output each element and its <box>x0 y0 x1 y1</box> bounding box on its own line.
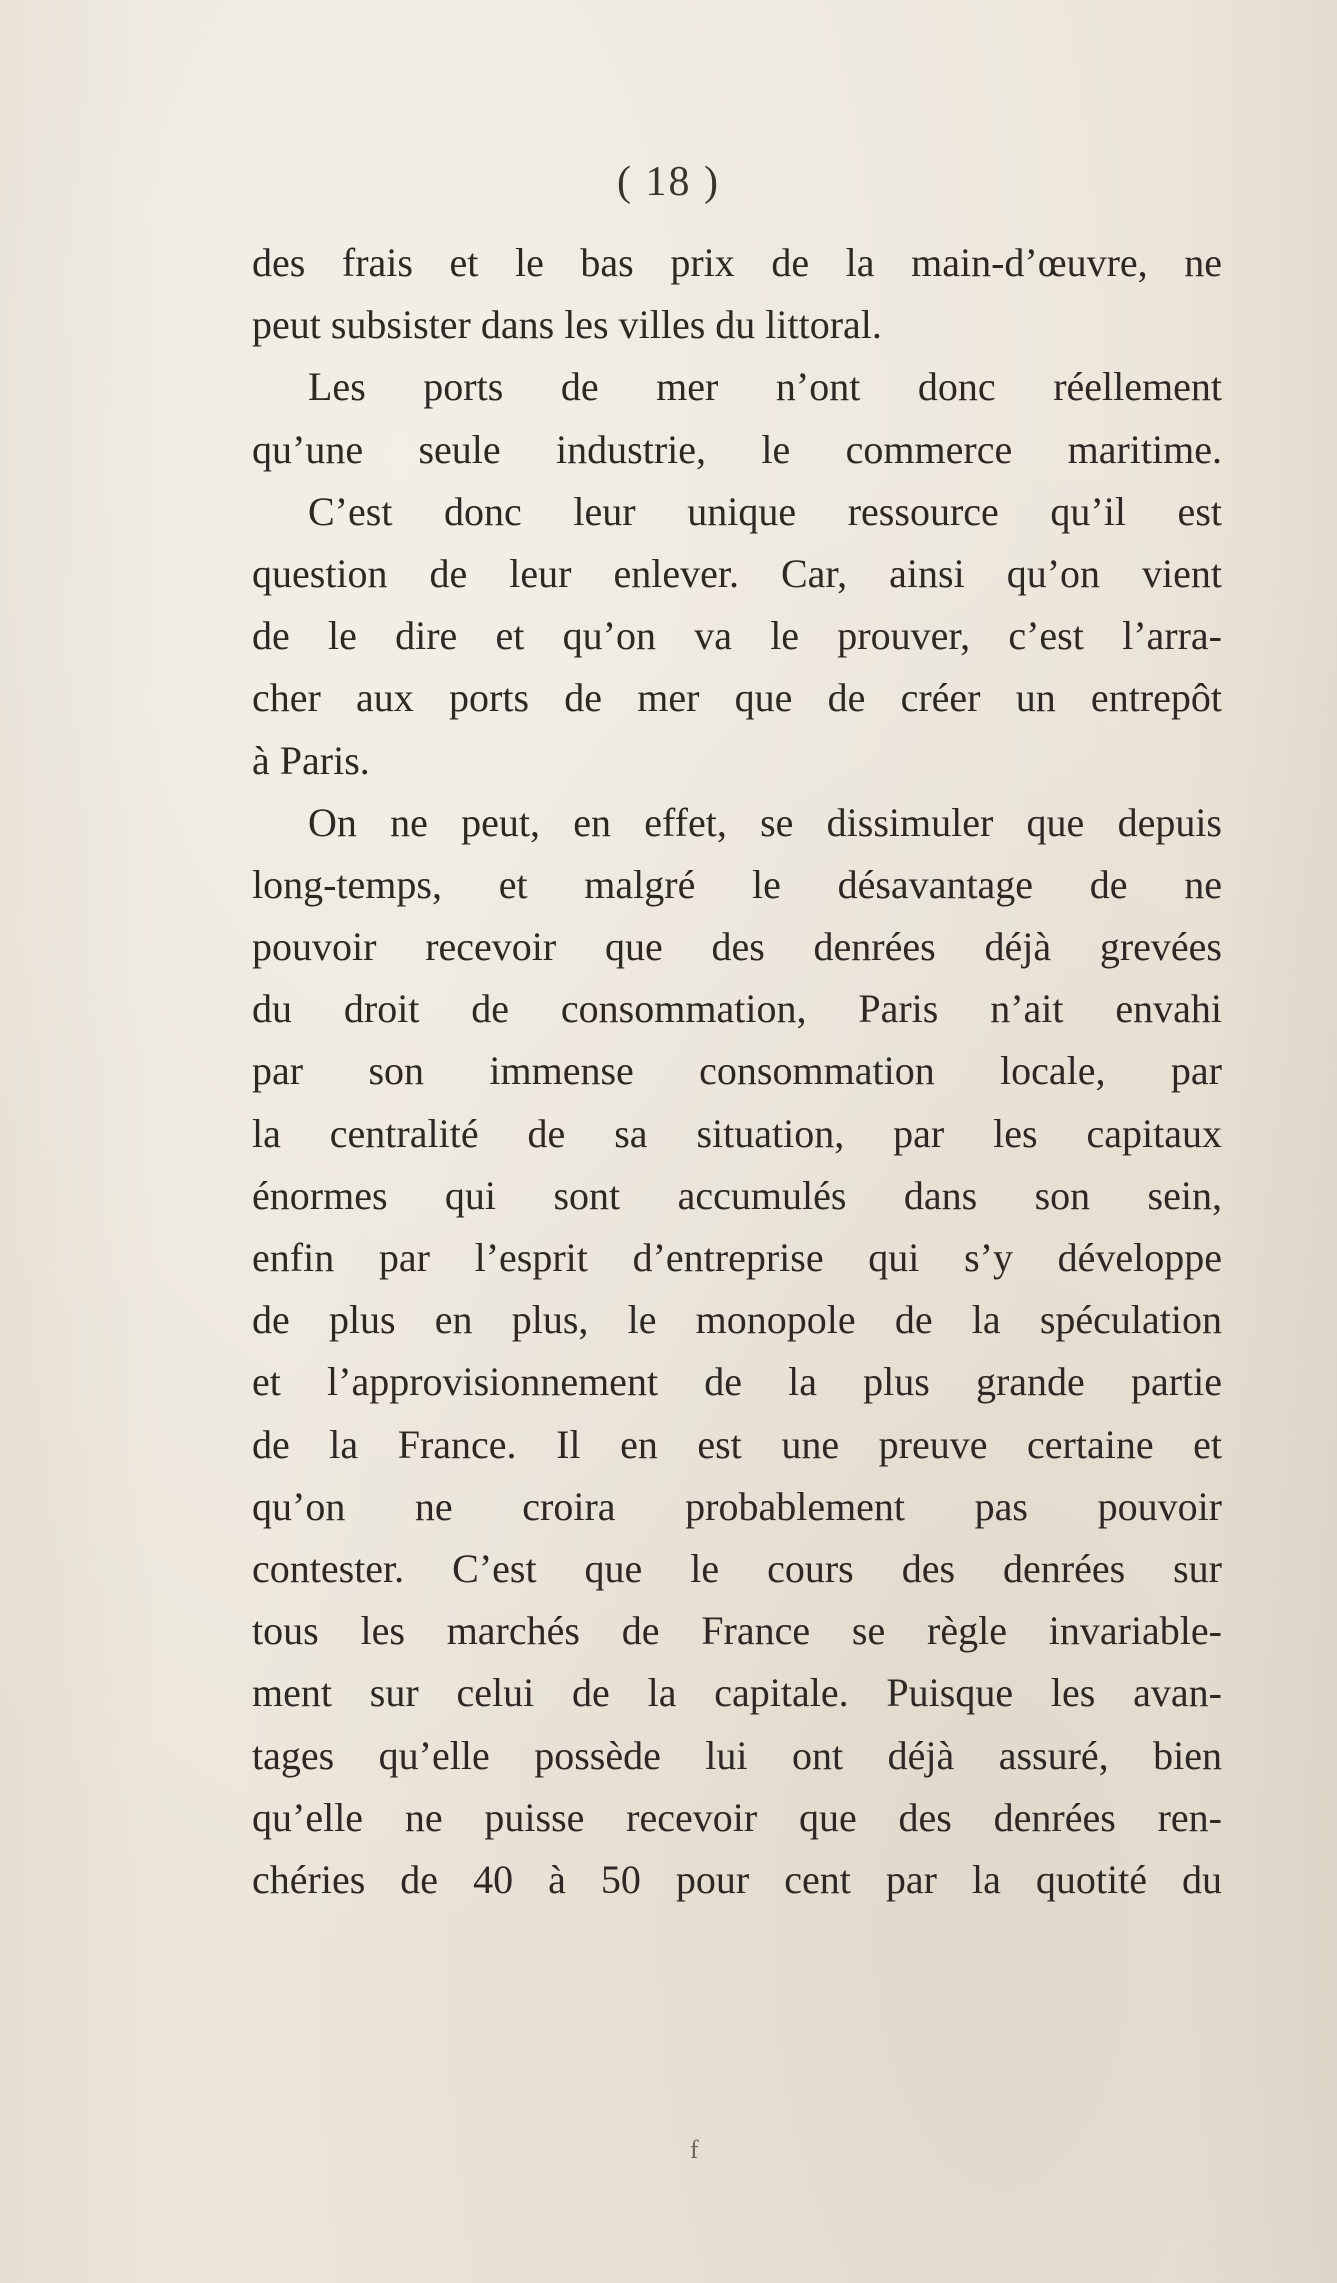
text-line: cher aux ports de mer que de créer un entrepôt <box>252 675 1222 721</box>
text-line: pouvoir recevoir que des denrées déjà grevées <box>252 924 1222 970</box>
text-line: du droit de consommation, Paris n’ait envahi <box>252 986 1222 1032</box>
text-line: énormes qui sont accumulés dans son sein, <box>252 1172 1222 1218</box>
text-line: qu’on ne croira probablement pas pouvoir <box>252 1483 1222 1529</box>
body-text <box>252 232 1222 1911</box>
text-line: peut subsister dans les villes du littoral. <box>252 302 882 348</box>
text-line: long-temps, et malgré le désavantage de ne <box>252 861 1222 907</box>
text-line: qu’elle ne puisse recevoir que des denrées ren- <box>252 1794 1222 1840</box>
text-line: par son immense consommation locale, par <box>252 1048 1222 1094</box>
text-line: de la France. Il en est une preuve certaine et <box>252 1421 1222 1467</box>
text-line: ment sur celui de la capitale. Puisque les avan- <box>252 1670 1222 1716</box>
text-line: des frais et le bas prix de la main-d’œuvre, ne <box>252 240 1222 285</box>
stray-mark: f <box>690 2135 699 2164</box>
text-line: Les ports de mer n’ont donc réellement <box>308 364 1222 410</box>
text-line: tous les marchés de France se règle invariable- <box>252 1608 1222 1654</box>
text-line: de le dire et qu’on va le prouver, c’est l’arra- <box>252 613 1222 659</box>
text-line: à Paris. <box>252 737 370 783</box>
text-line: enfin par l’esprit d’entreprise qui s’y développe <box>252 1235 1222 1280</box>
text-line: question de leur enlever. Car, ainsi qu’on vient <box>252 550 1222 596</box>
text-line: C’est donc leur unique ressource qu’il est <box>308 488 1222 534</box>
text-line: tages qu’elle possède lui ont déjà assuré, bien <box>252 1732 1222 1778</box>
text-line: qu’une seule industrie, le commerce maritime. <box>252 426 1222 472</box>
text-line: contester. C’est que le cours des denrées sur <box>252 1545 1222 1591</box>
text-line: de plus en plus, le monopole de la spéculation <box>252 1297 1222 1343</box>
page-number: ( 18 ) <box>617 159 720 205</box>
text-line: On ne peut, en effet, se dissimuler que depuis <box>308 799 1222 845</box>
text-line: la centralité de sa situation, par les capitaux <box>252 1110 1222 1156</box>
text-line: chéries de 40 à 50 pour cent par la quotité du <box>252 1856 1222 1902</box>
text-line: et l’approvisionnement de la plus grande partie <box>252 1359 1222 1405</box>
